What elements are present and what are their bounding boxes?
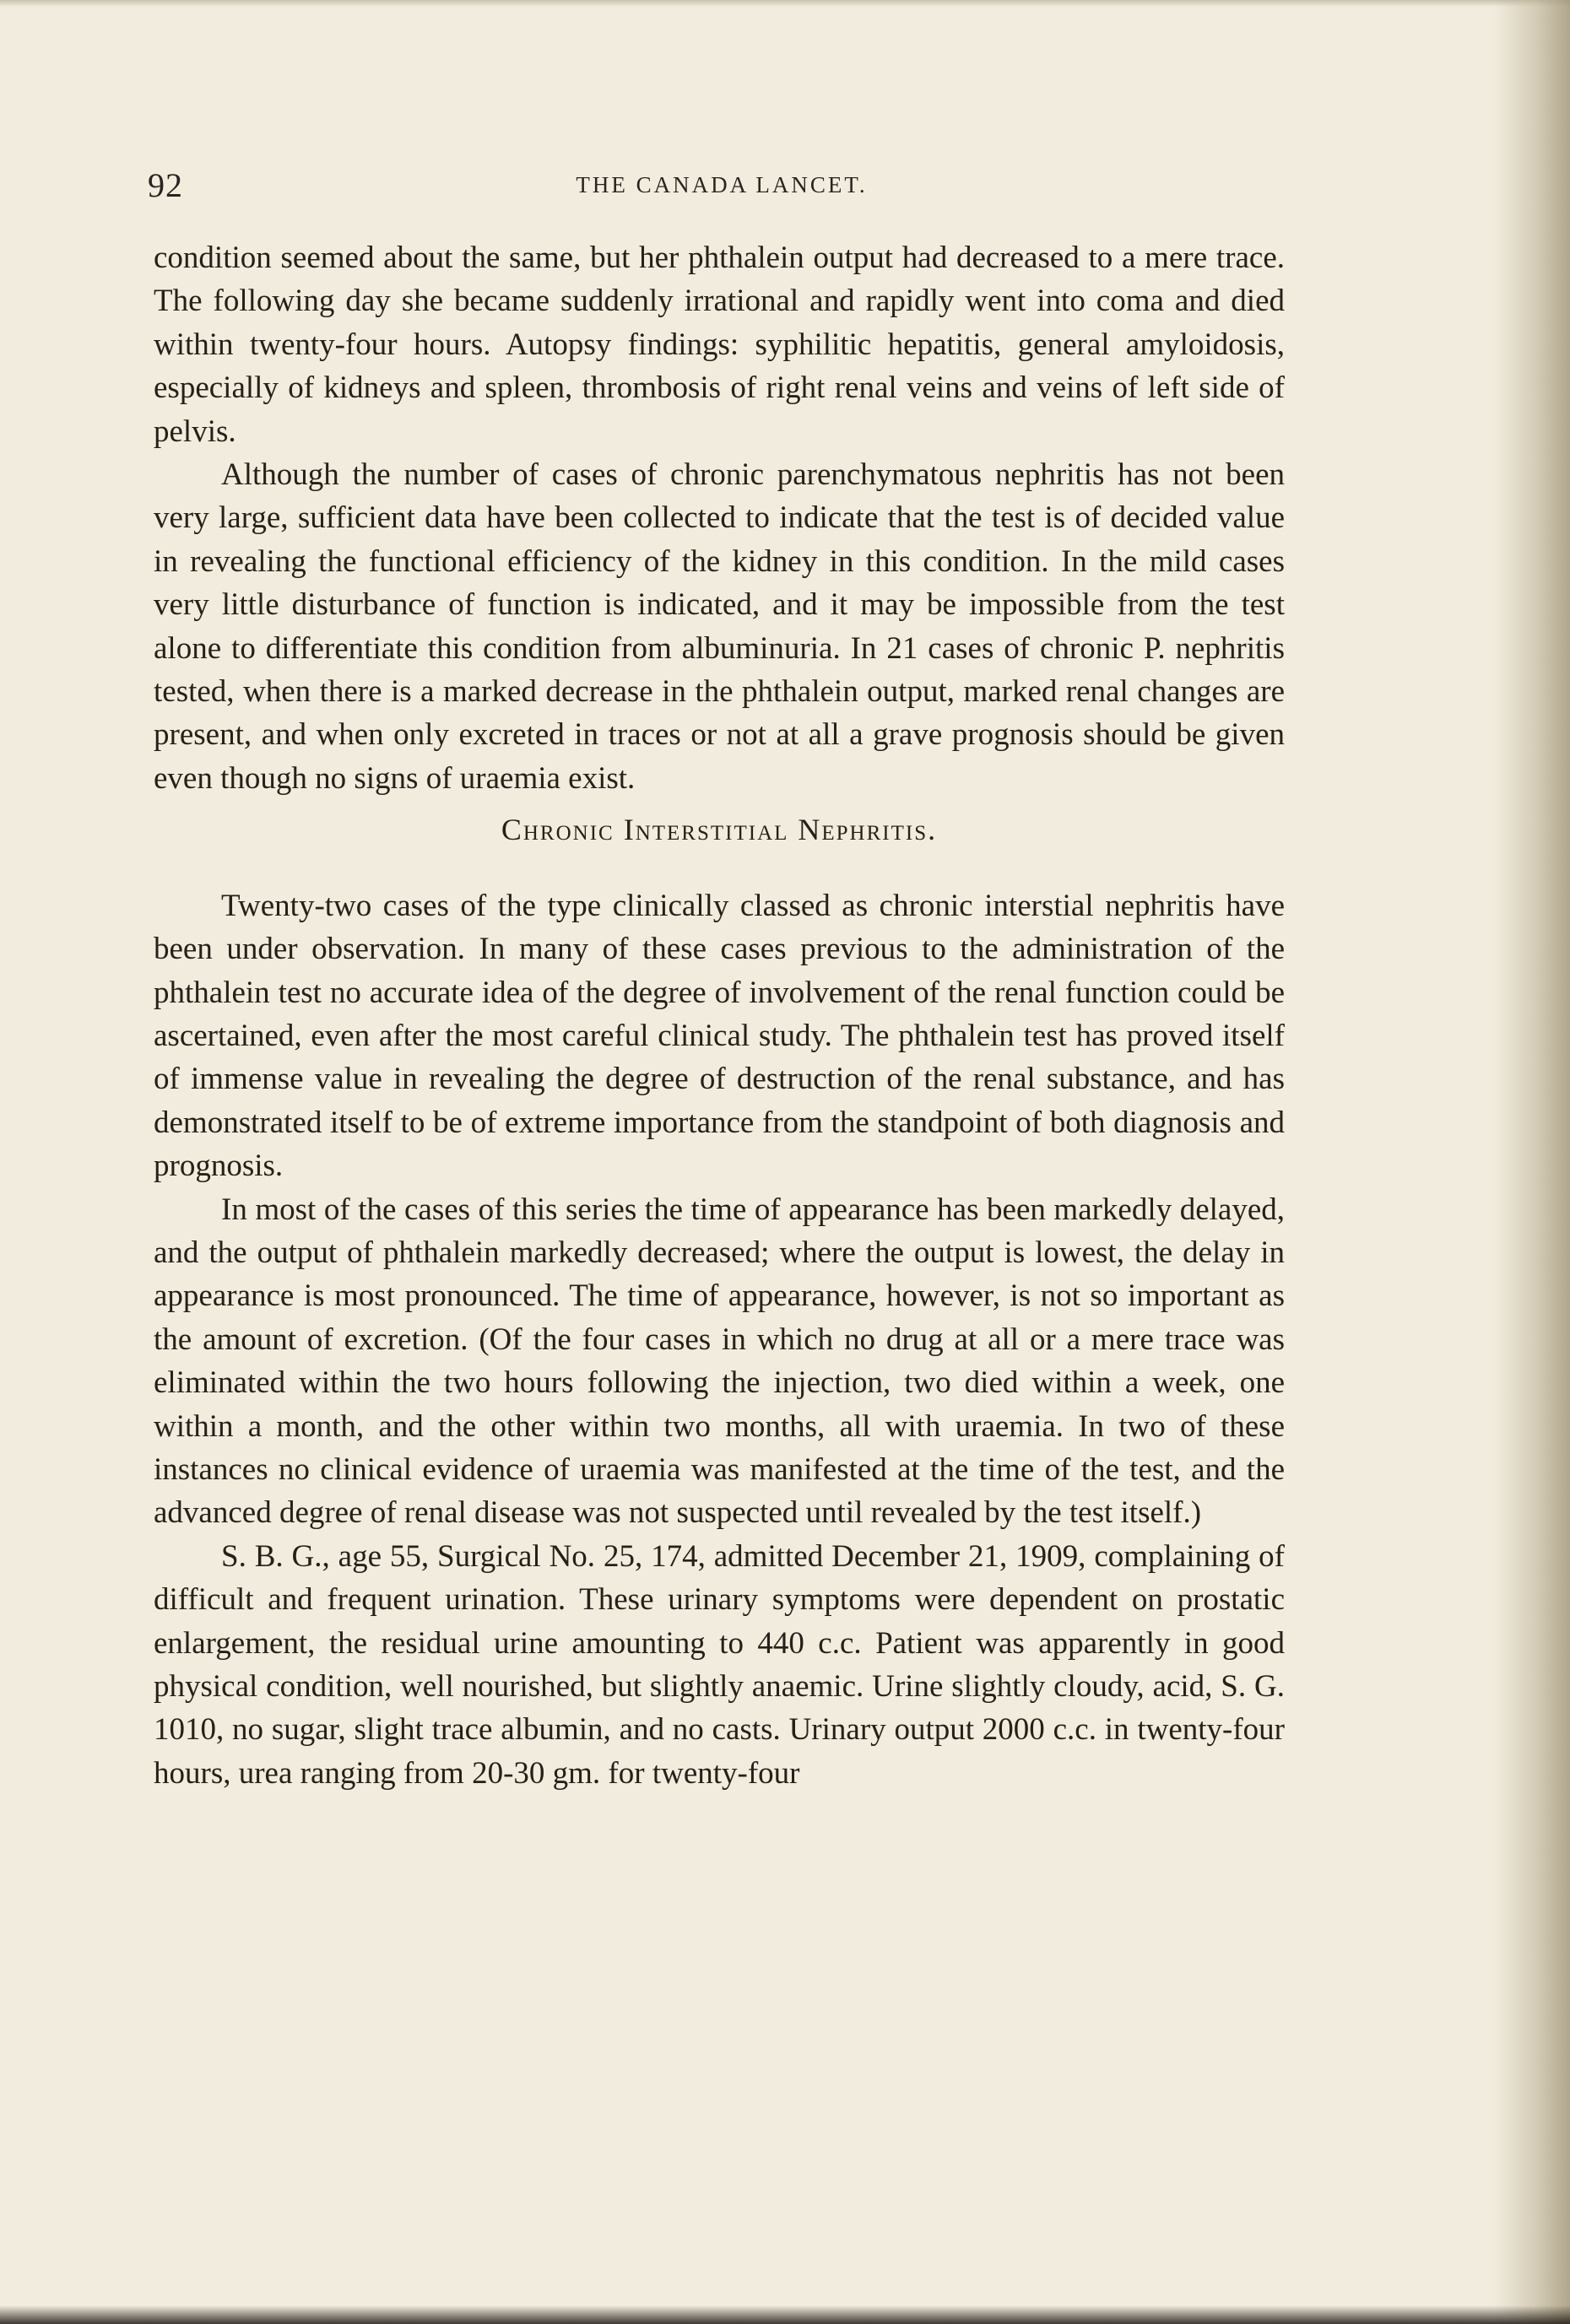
paragraph-continued: condition seemed about the same, but her phthalein output had decreased to a mere trace. The following day she became suddenly irrational and rapidly went into coma and died within twenty-four hours. Autopsy findings: syphilitic hepatitis, general amyloidosis, especially of kidneys and spleen, thrombosis of right renal veins and veins of left side of pelvis. [154,241,1285,449]
paragraph-appearance-time: In most of the cases of this series the time of appearance has been markedly delayed, and the output of phthalein markedly decreased; where the output is lowest, the delay in appearance is most pronounced. The time of appearance, however, is not so important as the amount of excretion. (Of the four cases in which no drug at all or a mere trace was eliminated within the two hours following the injection, two died within a week, one within a month, and the other within two months, all with uraemia. In two of these instances no clinical evidence of uraemia was manifested at the time of the test, and the advanced degree of renal disease was not suspected until revealed by the test itself.) [154,1192,1285,1531]
page-top-edge [0,0,1570,7]
paragraph-case-report: S. B. G., age 55, Surgical No. 25, 174, admitted December 21, 1909, complaining of difficult and frequent urination. These urinary symptoms were dependent on prostatic enlargement, the residual urine amounting to 440 c.c. Patient was apparently in good physical condition, well nourished, but slightly anaemic. Urine slightly cloudy, acid, S. G. 1010, no sugar, slight trace albumin, and no casts. Urinary output 2000 c.c. in twenty-four hours, urea ranging from 20-30 gm. for twenty-four [154,1538,1285,1791]
body-text [154,236,1285,1795]
section-heading: Chronic Interstitial Nephritis. [501,813,938,847]
page-number: 92 [148,166,183,204]
page-bottom-edge [0,2305,1570,2324]
running-head: THE CANADA LANCET. [576,172,868,197]
page-gutter-shadow [1494,0,1570,2324]
page-header [148,165,1296,216]
paragraph-parenchymatous: Although the number of cases of chronic parenchymatous nephritis has not been very large, sufficient data have been collected to indicate that the test is of decided value in revealing the functional efficiency of the kidney in this condition. In the mild cases very little disturbance of function is indicated, and it may be impossible from the test alone to differentiate this condition from albuminuria. In 21 cases of chronic P. nephritis tested, when there is a marked decrease in the phthalein output, marked renal changes are present, and when only excreted in traces or not at all a grave prognosis should be given even though no signs of uraemia exist. [154,457,1285,796]
paragraph-interstitial-cases: Twenty-two cases of the type clinically classed as chronic interstial nephritis have been under observation. In many of these cases previous to the administration of the phthalein test no accurate idea of the degree of involvement of the renal function could be ascertained, even after the most careful clinical study. The phthalein test has proved itself of immense value in revealing the degree of destruction of the renal substance, and has demonstrated itself to be of extreme importance from the standpoint of both diagnosis and prognosis. [154,888,1285,1184]
